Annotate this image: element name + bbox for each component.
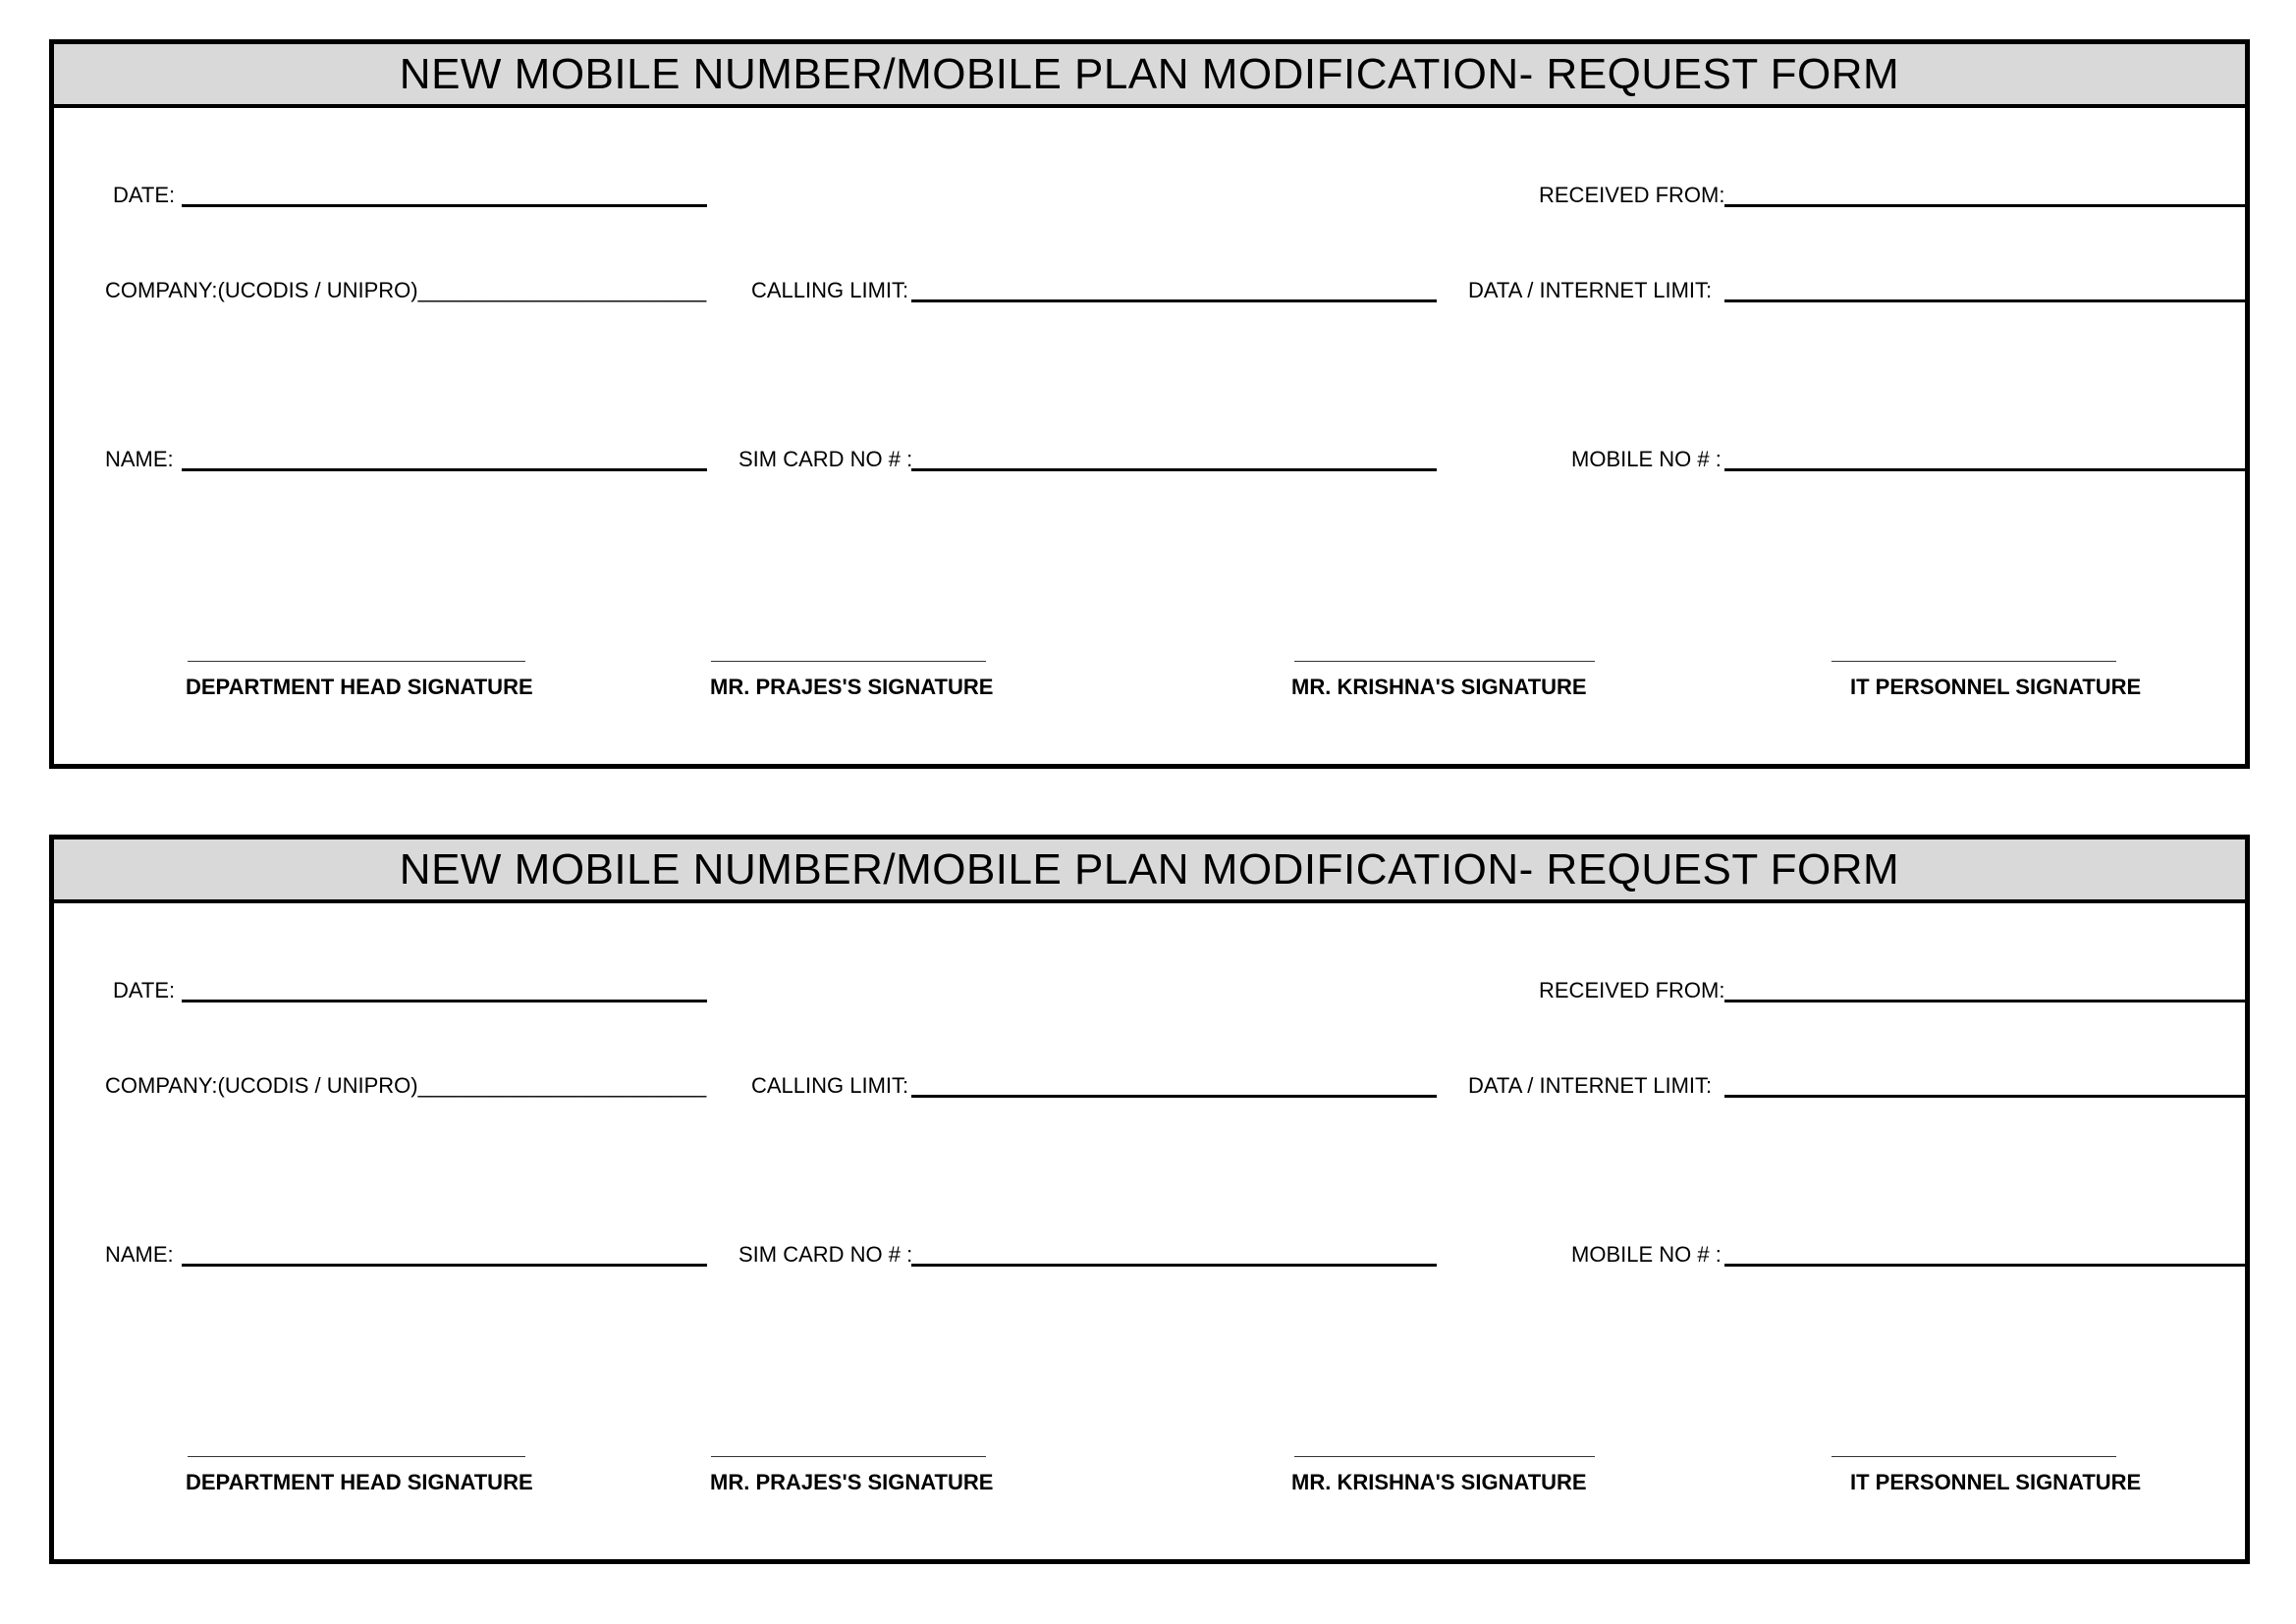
it-personnel-signature-label: IT PERSONNEL SIGNATURE	[1850, 1470, 2142, 1494]
name-label: NAME:	[105, 1242, 174, 1267]
department-head-signature-label: DEPARTMENT HEAD SIGNATURE	[186, 675, 533, 699]
calling-limit-field[interactable]	[911, 299, 1437, 302]
received-from-label: RECEIVED FROM:	[1539, 978, 1725, 1002]
data-limit-label: DATA / INTERNET LIMIT:	[1468, 278, 1713, 302]
name-field[interactable]	[182, 468, 707, 471]
company-label[interactable]: COMPANY:(UCODIS / UNIPRO)________________________	[105, 278, 707, 302]
request-form	[49, 39, 2250, 769]
department-head-signature-line[interactable]	[188, 661, 525, 662]
it-personnel-signature-line[interactable]	[1831, 661, 2116, 662]
department-head-signature-label: DEPARTMENT HEAD SIGNATURE	[186, 1470, 533, 1494]
calling-limit-label: CALLING LIMIT:	[751, 1073, 909, 1098]
krishna-signature-label: MR. KRISHNA'S SIGNATURE	[1291, 1470, 1587, 1494]
request-form	[49, 835, 2250, 1564]
form-header	[54, 44, 2245, 108]
krishna-signature-line[interactable]	[1294, 1456, 1595, 1457]
data-limit-field[interactable]	[1724, 299, 2250, 302]
prajes-signature-label: MR. PRAJES'S SIGNATURE	[710, 675, 994, 699]
data-limit-label: DATA / INTERNET LIMIT:	[1468, 1073, 1713, 1098]
form-title: NEW MOBILE NUMBER/MOBILE PLAN MODIFICATION- REQUEST FORM	[399, 844, 1900, 893]
company-label[interactable]: COMPANY:(UCODIS / UNIPRO)________________________	[105, 1073, 707, 1098]
received-from-field[interactable]	[1724, 1000, 2250, 1002]
calling-limit-label: CALLING LIMIT:	[751, 278, 909, 302]
form-header	[54, 839, 2245, 903]
it-personnel-signature-label: IT PERSONNEL SIGNATURE	[1850, 675, 2142, 699]
date-label: DATE:	[113, 978, 176, 1002]
sim-card-field[interactable]	[911, 1264, 1437, 1267]
date-label: DATE:	[113, 183, 176, 207]
mobile-no-field[interactable]	[1724, 1264, 2250, 1267]
received-from-field[interactable]	[1724, 204, 2250, 207]
name-label: NAME:	[105, 447, 174, 471]
department-head-signature-line[interactable]	[188, 1456, 525, 1457]
sim-card-label: SIM CARD NO # :	[738, 1242, 913, 1267]
mobile-no-field[interactable]	[1724, 468, 2250, 471]
mobile-no-label: MOBILE NO # :	[1571, 447, 1722, 471]
form-title: NEW MOBILE NUMBER/MOBILE PLAN MODIFICATION- REQUEST FORM	[399, 49, 1900, 98]
krishna-signature-line[interactable]	[1294, 661, 1595, 662]
mobile-no-label: MOBILE NO # :	[1571, 1242, 1722, 1267]
date-field[interactable]	[182, 1000, 707, 1002]
prajes-signature-label: MR. PRAJES'S SIGNATURE	[710, 1470, 994, 1494]
it-personnel-signature-line[interactable]	[1831, 1456, 2116, 1457]
krishna-signature-label: MR. KRISHNA'S SIGNATURE	[1291, 675, 1587, 699]
sim-card-field[interactable]	[911, 468, 1437, 471]
received-from-label: RECEIVED FROM:	[1539, 183, 1725, 207]
calling-limit-field[interactable]	[911, 1095, 1437, 1098]
prajes-signature-line[interactable]	[711, 1456, 986, 1457]
prajes-signature-line[interactable]	[711, 661, 986, 662]
sim-card-label: SIM CARD NO # :	[738, 447, 913, 471]
date-field[interactable]	[182, 204, 707, 207]
name-field[interactable]	[182, 1264, 707, 1267]
data-limit-field[interactable]	[1724, 1095, 2250, 1098]
